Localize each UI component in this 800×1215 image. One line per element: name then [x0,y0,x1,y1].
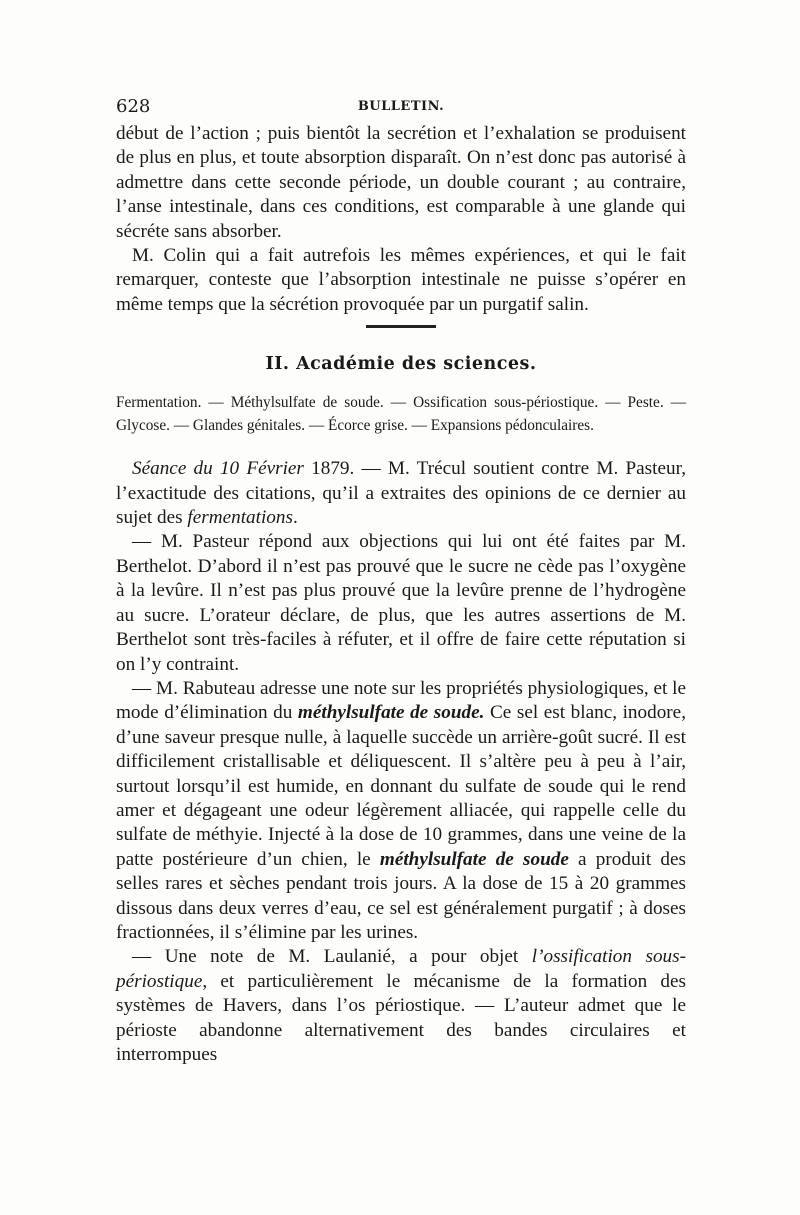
seance-year: 1879. [303,458,362,480]
section-summary: Fermentation. — Méthylsulfate de soude. — Ossification sous-périostique. — Peste. — Glycose. — Glandes génitales. — Écorce grise. — Expansions pédonculaires. [116,394,686,434]
laulanie-term: l’ossification sous-périostique [116,946,686,992]
rabuteau-term-1: méthylsulfate de soude. [297,702,485,724]
section-divider [366,325,436,328]
page-header [116,96,686,122]
rabuteau-term-2: méthylsulfate de soude [379,848,569,870]
rabuteau-text-e: a produit des selles rares et sèches pendant trois jours. A la dose de 15 à 20 grammes dissous dans deux verres d’eau, ce sel est généralement purgatif ; à doses fractionnées, il s’élimine par les urines. [116,848,686,943]
seance-date: Séance du 10 Février [132,458,304,480]
seance-italic: fermentations [187,507,293,529]
rabuteau-text-c: Ce sel est blanc, inodore, d’une saveur presque nulle, à laquelle succède un arrière-goût sucré. Il est difficilement cristallisable et déliquescent. Il s’altère peu à peu à l’air, surtout lorsqu’il est humide, en donnant du sulfate de soude qui le rend amer et dégageant une odeur légèrement alliacée, qui rappelle celle du sulfate de méthyie. Injecté à la dose de 10 grammes, dans une veine de la patte postérieure d’un chien, le [116,702,686,870]
laulanie-text-a: — Une note de M. Laulanié, a pour objet [132,946,532,968]
paragraph-laulanie [116,945,686,1067]
paragraph-1: début de l’action ; puis bientôt la secrétion et l’exhalation se produisent de plus en plus, et toute absorption disparaît. On n’est donc pas autorisé à admettre dans cette seconde période, un double courant ; au contraire, l’anse intestinale, dans ces conditions, est comparable à une glande qui sécréte sans absorber. [116,123,686,242]
seance-text: — M. Trécul soutient contre M. Pasteur, l’exactitude des citations, qu’il a extraites des opinions de ce dernier au sujet des [116,458,686,529]
laulanie-text-c: , et particulièrement le mécanisme de la formation des systèmes de Havers, dans l’os périostique. — L’auteur admet que le périoste abandonne alternativement des bandes circulaires et interrompues [116,970,686,1065]
page [116,96,686,1067]
paragraph-pasteur: — M. Pasteur répond aux objections qui lui ont été faites par M. Berthelot. D’abord il n’est pas prouvé que le sucre ne cède pas l’oxygène à la levûre. Il n’est pas plus prouvé que la levûre prenne de l’hydrogène au sucre. L’orateur déclare, de plus, que les autres assertions de M. Berthelot sont très-faciles à réfuter, et il offre de faire cette réputation si on l’y contraint. [116,531,686,675]
seance-end: . [292,507,298,529]
page-number: 628 [116,96,151,117]
section-title: II. Académie des sciences. [265,354,537,375]
paragraph-seance [116,457,686,530]
paragraph-2: M. Colin qui a fait autrefois les mêmes expériences, et qui le fait remarquer, conteste que l’absorption intestinale ne puisse s’opérer en même temps que la sécrétion provoquée par un purgatif salin. [116,245,686,315]
running-head: BULLETIN. [357,99,445,114]
rabuteau-text-a: — M. Rabuteau adresse une note sur les propriétés physiologiques, et le mode d’élimination du [116,677,686,724]
paragraph-rabuteau [116,677,686,945]
